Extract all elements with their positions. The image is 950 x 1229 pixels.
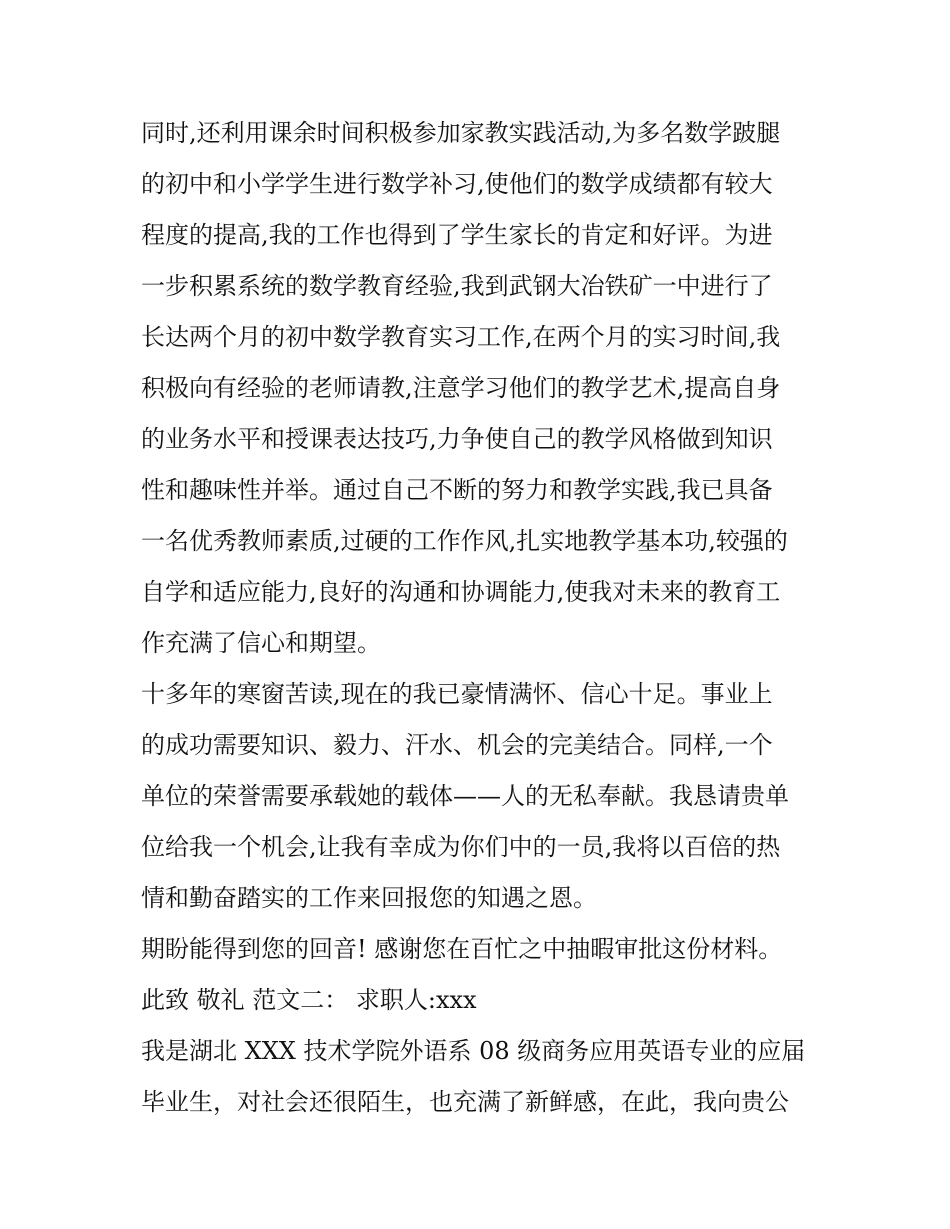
text-line: 情和勤奋踏实的工作来回报您的知遇之恩。 (141, 884, 597, 912)
text-line: 位给我一个机会,让我有幸成为你们中的一员,我将以百倍的热 (141, 833, 781, 861)
text-line: 十多年的寒窗苦读,现在的我已豪情满怀、信心十足。事业上 (141, 680, 773, 708)
text-line: 期盼能得到您的回音! 感谢您在百忙之中抽暇审批这份材料。 (141, 935, 783, 963)
text-line: 的成功需要知识、毅力、汗水、机会的完美结合。同样,一个 (141, 731, 773, 759)
text-line: 积极向有经验的老师请教,注意学习他们的教学艺术,提高自身 (141, 374, 781, 402)
text-line: 同时,还利用课余时间积极参加家教实践活动,为多名数学跛腿 (141, 119, 781, 147)
text-line: 我是湖北 XXX 技术学院外语系 08 级商务应用英语专业的应届 (141, 1037, 806, 1065)
text-line: 作充满了信心和期望。 (141, 629, 381, 657)
text-line: 自学和适应能力,良好的沟通和协调能力,使我对未来的教育工 (141, 578, 781, 606)
text-line: 单位的荣誉需要承载她的载体——人的无私奉献。我恳请贵单 (141, 782, 789, 810)
text-line: 长达两个月的初中数学教育实习工作,在两个月的实习时间,我 (141, 323, 781, 351)
text-line: 一名优秀教师素质,过硬的工作作风,扎实地教学基本功,较强的 (141, 527, 788, 555)
text-line: 性和趣味性并举。通过自己不断的努力和教学实践,我已具备 (141, 476, 773, 504)
text-line: 的业务水平和授课表达技巧,力争使自己的教学风格做到知识 (141, 425, 773, 453)
text-line: 程度的提高,我的工作也得到了学生家长的肯定和好评。为进 (141, 221, 773, 249)
document-body (141, 108, 821, 1128)
text-line: 毕业生，对社会还很陌生，也充满了新鲜感，在此，我向贵公 (141, 1088, 789, 1116)
text-line: 一步积累系统的数学教育经验,我到武钢大冶铁矿一中进行了 (141, 272, 773, 300)
text-line: 的初中和小学学生进行数学补习,使他们的数学成绩都有较大 (141, 170, 773, 198)
text-line: 此致 敬礼 范文二： 求职人:xxx (141, 986, 477, 1014)
